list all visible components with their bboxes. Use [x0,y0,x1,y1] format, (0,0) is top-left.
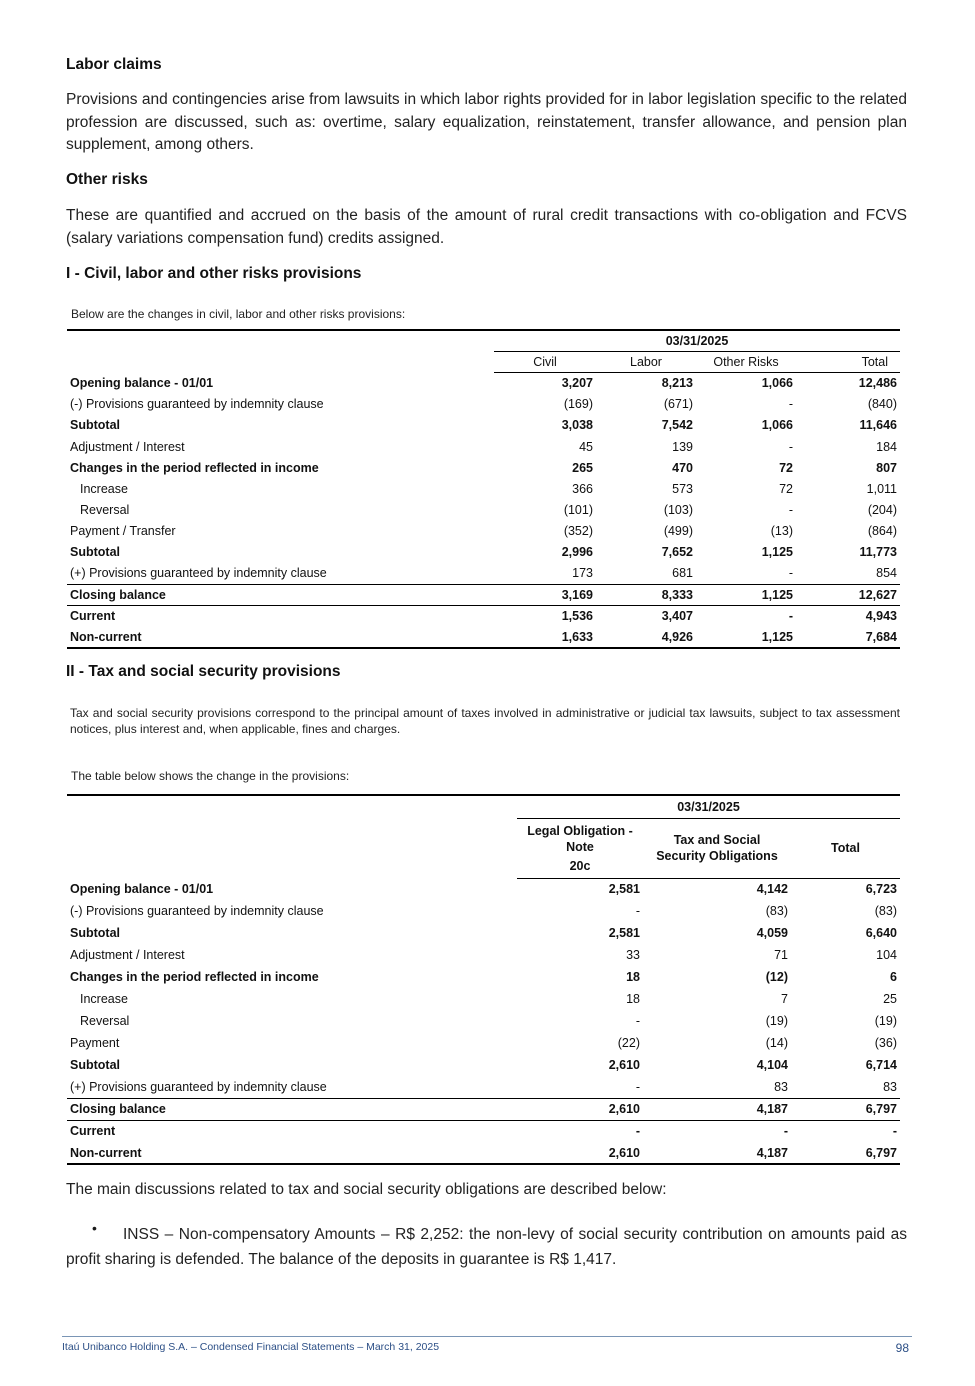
cell: 3,207 [561,376,593,391]
cell: 366 [572,481,593,496]
cell: (840) [867,397,897,412]
cell: 573 [672,481,693,496]
cell: (83) [765,904,788,918]
table1-col-labor: Labor [596,351,696,372]
cell: 72 [779,460,793,475]
row-label: Subtotal [70,1058,120,1072]
bullet-icon: • [92,1220,97,1236]
cell: - [635,904,640,918]
row-label: (-) Provisions guaranteed by indemnity clause [70,397,324,412]
table-row [67,988,900,1010]
cell: (19) [874,1014,897,1028]
table-row [67,1142,900,1164]
cell: (22) [617,1036,640,1050]
cell: 807 [876,460,897,475]
row-label: Adjustment / Interest [70,439,185,454]
table-row [67,900,900,922]
cell: 8,213 [661,376,693,391]
cell: - [635,1014,640,1028]
table-row [67,563,900,584]
table-row [67,372,900,393]
row-label: Payment / Transfer [70,524,176,539]
cell: 4,943 [796,605,900,626]
row-label: (+) Provisions guaranteed by indemnity clause [70,1079,327,1094]
cell: 83 [883,1079,897,1094]
table2-col-tax-social [643,818,791,878]
row-label: Non-current [67,627,494,648]
cell: 11,773 [859,545,897,560]
cell: 18 [626,970,640,984]
cell: 854 [876,566,897,581]
row-label: Subtotal [70,418,120,433]
cell: 139 [672,439,693,454]
cell: 1,066 [761,376,793,391]
table-row [67,1054,900,1076]
row-label: Adjustment / Interest [70,948,185,962]
table-row [67,1076,900,1098]
cell: (101) [563,503,593,518]
table-row [67,394,900,415]
cell: 1,011 [866,481,897,496]
cell: (204) [867,503,897,518]
page-number: 98 [895,1341,909,1355]
table1-col-civil: Civil [494,351,596,372]
cell: (169) [563,397,593,412]
cell: 4,059 [756,926,788,940]
cell: 7 [781,992,788,1006]
cell: 11,646 [859,418,897,433]
cell: (36) [874,1036,897,1050]
cell: - [788,566,793,581]
table-row [67,1120,900,1142]
cell: (14) [765,1036,788,1050]
row-label: Changes in the period reflected in income [70,970,319,984]
cell: 681 [672,566,693,581]
cell: 83 [774,1079,788,1094]
tax-social-security-table [67,794,900,1165]
cell: (19) [765,1014,788,1028]
cell: 6,640 [865,926,897,940]
cell: - [635,1079,640,1094]
cell: 2,581 [608,882,640,897]
table1-col-other-risks: Other Risks [696,351,796,372]
row-label: Closing balance [67,1098,517,1120]
table1-col-total: Total [796,351,900,372]
row-label: Reversal [80,1014,130,1028]
cell: 265 [572,460,593,475]
cell: (499) [663,524,693,539]
row-label: Opening balance - 01/01 [70,375,214,390]
cell: 8,333 [596,584,696,605]
table-row [67,415,900,436]
cell: - [788,439,793,454]
labor-claims-heading: Labor claims [66,56,162,73]
tax-provisions-intro: The table below shows the change in the provisions: [71,769,350,783]
cell: 4,187 [643,1142,791,1164]
cell: 4,142 [756,882,788,897]
cell: - [517,1120,643,1142]
cell: 1,633 [494,627,596,648]
table-row [67,584,900,605]
cell: (671) [663,397,693,412]
cell: 72 [779,481,793,496]
cell: 12,486 [858,376,897,391]
row-label: Non-current [67,1142,517,1164]
table-row [67,627,900,648]
cell: 25 [883,992,897,1006]
cell: 18 [626,992,640,1006]
table-row [67,966,900,988]
civil-provisions-heading: I - Civil, labor and other risks provisions [66,265,362,282]
cell: (12) [765,970,788,984]
row-label: Changes in the period reflected in income [70,460,319,475]
cell: (103) [663,503,693,518]
legal-header-line3: 20c [569,858,591,873]
cell: 7,684 [796,627,900,648]
other-risks-heading: Other risks [66,171,148,188]
cell: (864) [867,524,897,539]
cell: 2,610 [517,1098,643,1120]
row-label: Closing balance [67,584,494,605]
table-row [67,521,900,542]
cell: - [696,605,796,626]
cell: 6 [890,970,897,984]
main-discussions-text: The main discussions related to tax and social security obligations are described below: [66,1181,667,1198]
table-row [67,542,900,563]
cell: 1,125 [696,627,796,648]
table-row [67,500,900,521]
table-row [67,1032,900,1054]
table-row [67,436,900,457]
row-label: Subtotal [70,545,120,560]
cell: 4,187 [643,1098,791,1120]
cell: 3,038 [561,418,593,433]
cell: 6,723 [865,882,897,897]
cell: 2,581 [608,926,640,940]
row-label: Reversal [80,503,130,518]
table-row [67,922,900,944]
other-risks-paragraph: These are quantified and accrued on the basis of the amount of rural credit transactions with co-obligation and FCVS (salary variations compensation fund) credits assigned. [66,207,907,247]
table2-col-legal-obligation [517,818,643,878]
cell: 3,169 [494,584,596,605]
table-row [67,944,900,966]
table2-date-header: 03/31/2025 [517,795,900,818]
table-row [67,457,900,478]
cell: 173 [572,566,593,581]
labor-claims-paragraph: Provisions and contingencies arise from lawsuits in which labor rights provided for in labor legislation specific to the related profession are discussed, such as: overtime, salary equalization, reinstatement, transfer allowance, and pension plan supplement, among others. [66,91,907,153]
row-label: Current [67,605,494,626]
cell: 1,125 [696,584,796,605]
cell: 1,125 [761,545,793,560]
footer-text: Itaú Unibanco Holding S.A. – Condensed Financial Statements – March 31, 2025 [62,1341,440,1353]
table-row [67,878,900,900]
cell: 2,610 [517,1142,643,1164]
cell: 2,610 [608,1058,640,1072]
legal-header-line2: Note [566,839,594,854]
table-row [67,1010,900,1032]
row-label: Increase [80,481,128,496]
cell: 7,652 [661,545,693,560]
cell: 4,926 [596,627,696,648]
tax-header-line2: Security Obligations [656,849,778,863]
civil-provisions-intro: Below are the changes in civil, labor and other risks provisions: [71,307,406,321]
cell: 71 [774,948,788,962]
civil-labor-provisions-table [67,329,900,649]
cell: 1,066 [761,418,793,433]
footer-divider [62,1336,912,1337]
cell: 45 [579,439,593,454]
cell: 6,714 [865,1058,897,1072]
inss-bullet-text: INSS – Non-compensatory Amounts – R$ 2,252: the non-levy of social security contribution on amounts paid as profit sharing is defended. The balance of the deposits in guarantee is R$ 1,417. [66,1226,907,1268]
tax-provisions-heading: II - Tax and social security provisions [66,663,341,680]
cell: (352) [563,524,593,539]
row-label: (+) Provisions guaranteed by indemnity clause [70,566,327,581]
cell: 7,542 [661,418,693,433]
cell: 12,627 [796,584,900,605]
cell: - [643,1120,791,1142]
row-label: Subtotal [70,926,120,940]
table-row [67,478,900,499]
tax-header-line1: Tax and Social [673,833,761,847]
row-label: Opening balance - 01/01 [70,882,214,896]
legal-header-line1: Legal Obligation - [527,823,633,838]
row-label: Current [67,1120,517,1142]
cell: (13) [770,524,793,539]
cell: 4,104 [756,1058,788,1072]
cell: 104 [876,948,897,962]
cell: - [788,503,793,518]
table-row [67,1098,900,1120]
cell: 2,996 [561,545,593,560]
table2-col-total: Total [791,818,900,878]
row-label: Payment [70,1036,120,1050]
tax-provisions-paragraph: Tax and social security provisions correspond to the principal amount of taxes involved in administrative or judicial tax lawsuits, subject to tax assessment notices, plus interest and, when applicable, fines and charges. [70,706,900,736]
cell: - [791,1120,900,1142]
row-label: (-) Provisions guaranteed by indemnity clause [70,904,324,918]
cell: 6,797 [791,1142,900,1164]
cell: 184 [876,439,897,454]
cell: 33 [626,948,640,962]
cell: 6,797 [791,1098,900,1120]
row-label: Increase [80,992,128,1006]
cell: 470 [672,460,693,475]
table-row [67,605,900,626]
cell: 3,407 [596,605,696,626]
cell: 1,536 [494,605,596,626]
cell: (83) [874,904,897,918]
cell: - [788,397,793,412]
table1-date-header: 03/31/2025 [494,330,900,351]
